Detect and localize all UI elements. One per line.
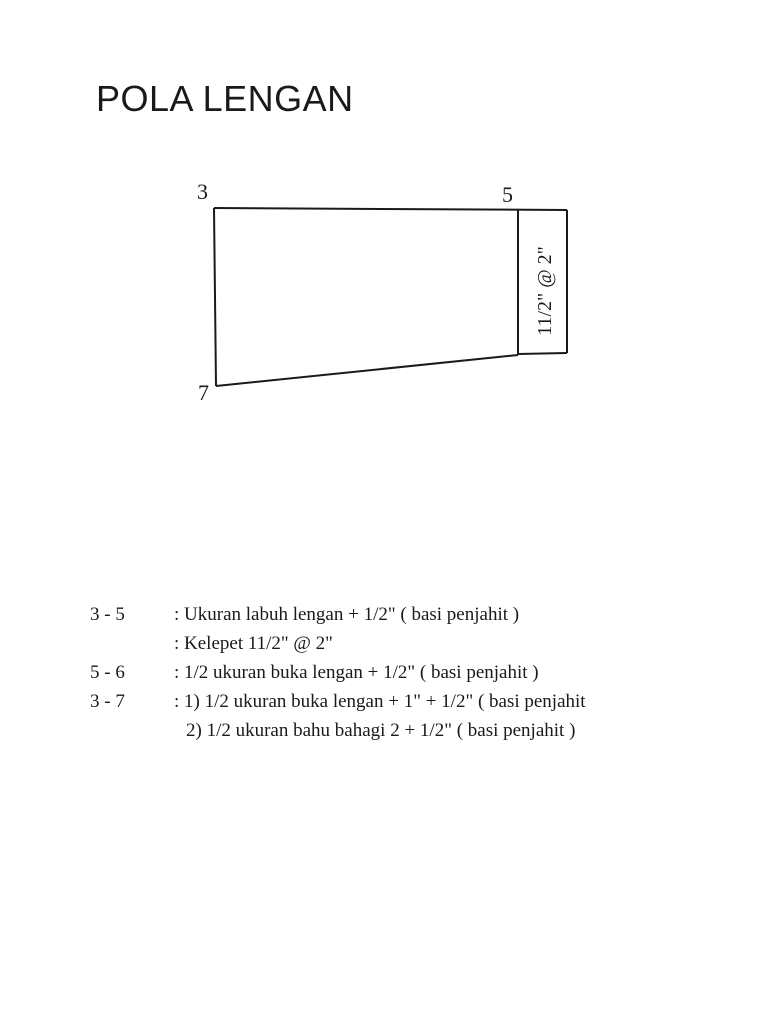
- point-7-label: 7: [198, 380, 209, 405]
- flap-bottom-edge-line: [518, 353, 567, 354]
- point-3-label: 3: [197, 179, 208, 204]
- left-edge-line: [214, 208, 216, 386]
- note-text: : Ukuran labuh lengan + 1/2" ( basi penjahit ): [174, 604, 520, 625]
- point-5-label: 5: [502, 182, 513, 207]
- note-text: : Kelepet 11/2" @ 2": [174, 633, 333, 654]
- note-range: 3 - 5: [90, 604, 125, 625]
- note-text: : 1/2 ukuran buka lengan + 1/2" ( basi penjahit ): [174, 662, 539, 683]
- bottom-edge-line: [216, 355, 518, 386]
- note-text: 2) 1/2 ukuran bahu bahagi 2 + 1/2" ( basi penjahit ): [186, 720, 576, 741]
- flap-measurement-label: 11/2" @ 2": [534, 246, 556, 336]
- pattern-outline: [214, 208, 567, 386]
- note-range: 3 - 7: [90, 691, 125, 712]
- note-text: : 1) 1/2 ukuran buka lengan + 1" + 1/2" ( basi penjahit: [174, 691, 586, 712]
- top-edge-line: [214, 208, 567, 210]
- page-title: POLA LENGAN: [96, 78, 354, 119]
- note-range: 5 - 6: [90, 662, 125, 683]
